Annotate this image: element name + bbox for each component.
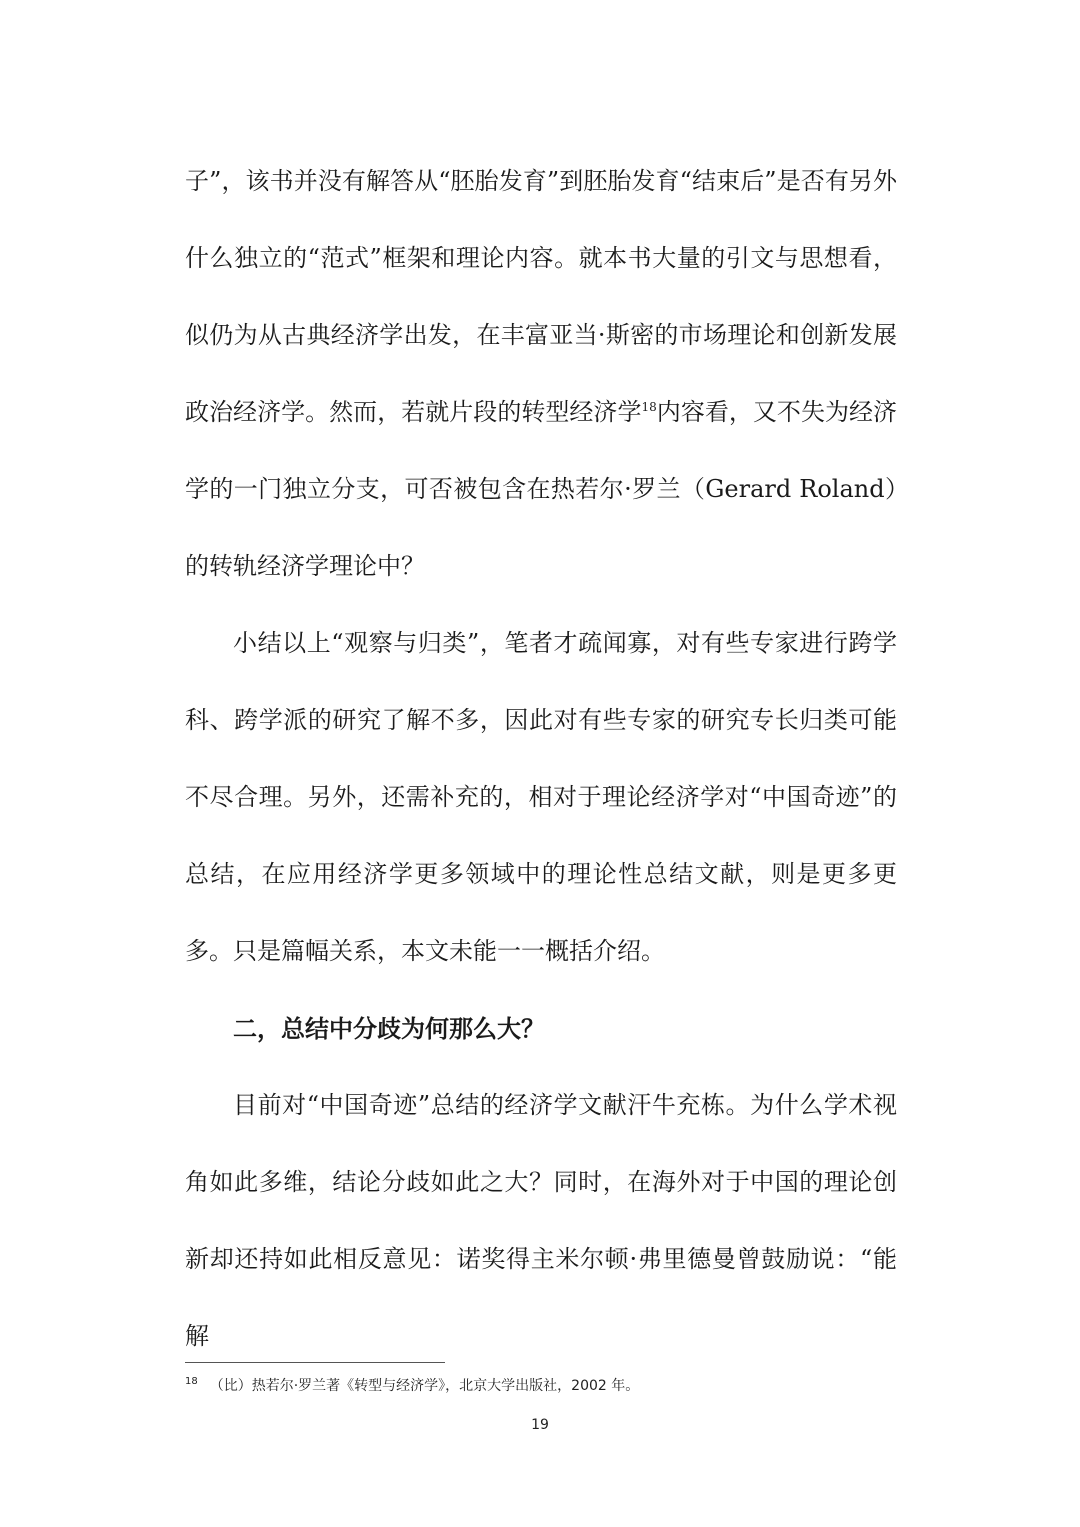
footnote-text: （比）热若尔·罗兰著《转型与经济学》，北京大学出版社，2002 年。 — [209, 1378, 640, 1394]
footnote — [185, 1375, 897, 1397]
page-number: 19 — [531, 1417, 549, 1433]
body-text — [185, 143, 897, 1375]
paragraph-2: 小结以上“观察与归类”，笔者才疏闻寡，对有些专家进行跨学科、跨学派的研究了解不多，因此对有些专家的研究专长归类可能不尽合理。另外，还需补充的，相对于理论经济学对“中国奇迹”的总结，在应用经济学更多领域中的理论性总结文献，则是更多更多。只是篇幅关系，本文未能一一概括介绍。 — [185, 629, 897, 965]
footnote-reference[interactable]: 18 — [641, 400, 657, 414]
paragraph-1-text-a: 子”，该书并没有解答从“胚胎发育”到胚胎发育“结束后”是否有另外什么独立的“范式”框架和理论内容。就本书大量的引文与思想看，似仍为从古典经济学出发，在丰富亚当·斯密的市场理论和创新发展政治经济学。然而，若就片段的转型经济学 — [185, 167, 897, 426]
section-heading: 二，总结中分歧为何那么大？ — [233, 1014, 545, 1043]
footnote-mark: 18 — [185, 1376, 198, 1388]
footnote-divider — [185, 1362, 445, 1363]
paragraph-1 — [185, 143, 897, 605]
paragraph-3: 目前对“中国奇迹”总结的经济学文献汗牛充栋。为什么学术视角如此多维，结论分歧如此之大？同时，在海外对于中国的理论创新却还持如此相反意见：诺奖得主米尔顿·弗里德曼曾鼓励说：“能解 — [185, 1091, 897, 1350]
paragraph-1-text-b: 内容看，又不失为经济学的一门独立分支，可否被包含在热若尔·罗兰（Gerard Roland）的转轨经济学理论中？ — [185, 398, 898, 580]
